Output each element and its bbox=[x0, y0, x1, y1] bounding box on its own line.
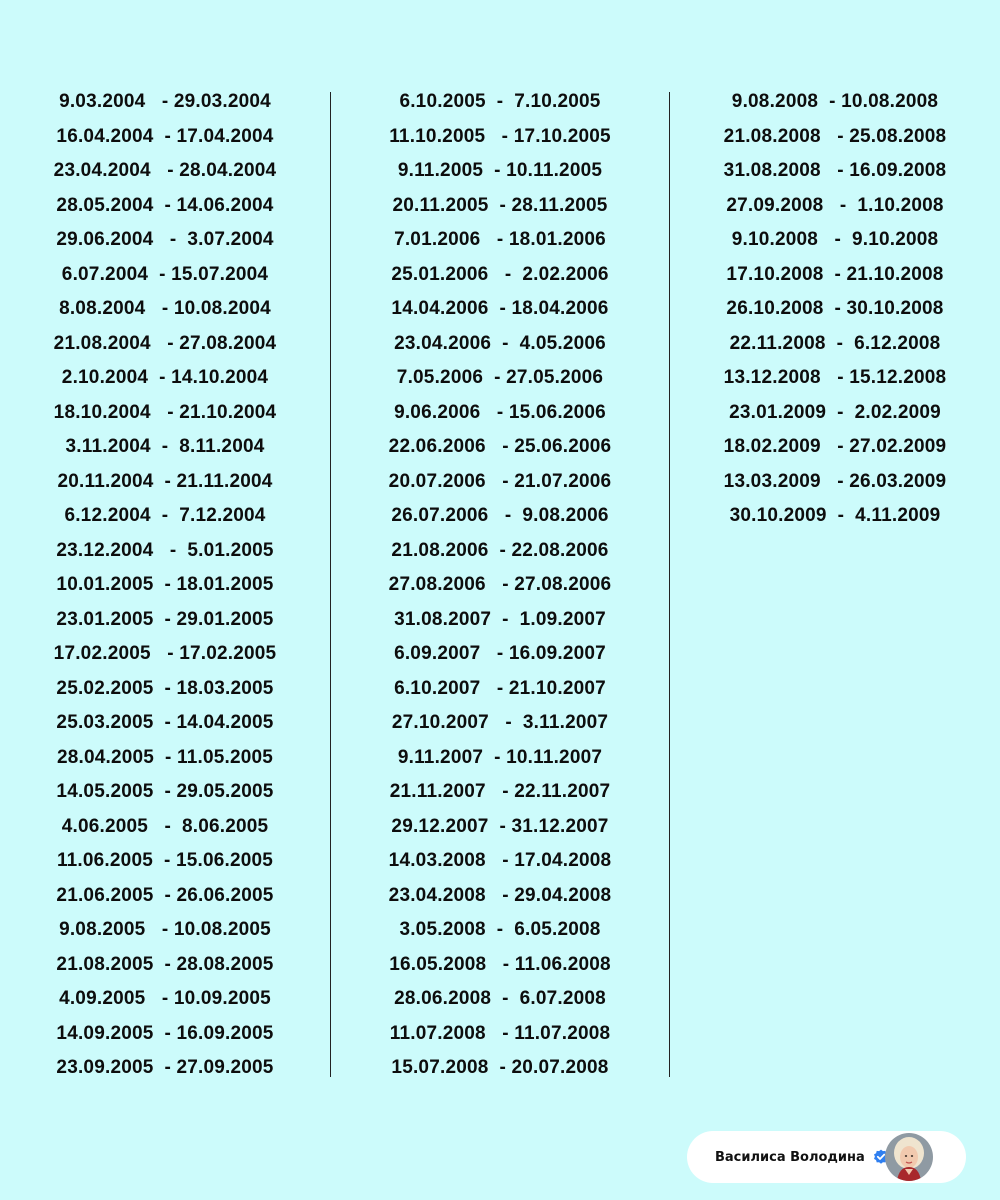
author-badge[interactable] bbox=[687, 1131, 966, 1183]
date-range-row: 22.06.2006 - 25.06.2006 bbox=[388, 436, 612, 457]
date-range-row: 8.08.2004 - 10.08.2004 bbox=[59, 298, 271, 319]
date-range-row: 23.12.2004 - 5.01.2005 bbox=[56, 539, 274, 561]
date-range-row: 4.06.2005 - 8.06.2005 bbox=[61, 815, 269, 837]
date-range-row: 18.10.2004 - 21.10.2004 bbox=[53, 401, 277, 423]
date-range-row: 7.05.2006 - 27.05.2006 bbox=[396, 367, 604, 388]
date-range-row: 28.05.2004 - 14.06.2004 bbox=[56, 194, 274, 216]
date-range-row: 18.02.2009 - 27.02.2009 bbox=[723, 436, 947, 457]
date-range-row: 15.07.2008 - 20.07.2008 bbox=[391, 1057, 609, 1078]
date-range-row: 6.07.2004 - 15.07.2004 bbox=[61, 263, 269, 285]
date-range-row: 29.12.2007 - 31.12.2007 bbox=[391, 815, 609, 837]
date-range-row: 21.11.2007 - 22.11.2007 bbox=[389, 781, 611, 802]
date-range-row: 14.03.2008 - 17.04.2008 bbox=[388, 850, 612, 871]
date-range-row: 27.10.2007 - 3.11.2007 bbox=[391, 712, 609, 733]
date-range-row: 20.07.2006 - 21.07.2006 bbox=[388, 470, 612, 492]
date-range-row: 28.06.2008 - 6.07.2008 bbox=[394, 988, 606, 1009]
date-range-row: 11.06.2005 - 15.06.2005 bbox=[56, 850, 274, 871]
date-range-row: 20.11.2005 - 28.11.2005 bbox=[392, 194, 608, 216]
date-range-row: 23.01.2009 - 2.02.2009 bbox=[729, 401, 941, 423]
date-range-row: 9.11.2005 - 10.11.2005 bbox=[397, 160, 603, 181]
date-range-row: 23.04.2008 - 29.04.2008 bbox=[388, 884, 612, 906]
date-range-row: 10.01.2005 - 18.01.2005 bbox=[56, 574, 274, 595]
date-range-row: 23.09.2005 - 27.09.2005 bbox=[56, 1057, 274, 1078]
date-range-row: 27.09.2008 - 1.10.2008 bbox=[726, 194, 944, 216]
date-range-row: 7.01.2006 - 18.01.2006 bbox=[394, 229, 606, 250]
date-range-row: 29.06.2004 - 3.07.2004 bbox=[56, 229, 274, 250]
date-range-row: 6.09.2007 - 16.09.2007 bbox=[394, 643, 606, 664]
date-range-row: 11.10.2005 - 17.10.2005 bbox=[389, 125, 611, 147]
date-range-row: 3.05.2008 - 6.05.2008 bbox=[399, 919, 601, 940]
date-range-row: 23.04.2006 - 4.05.2006 bbox=[394, 332, 606, 354]
date-range-row: 9.08.2005 - 10.08.2005 bbox=[59, 919, 271, 940]
date-range-row: 6.12.2004 - 7.12.2004 bbox=[64, 505, 266, 526]
date-range-row: 17.02.2005 - 17.02.2005 bbox=[53, 643, 277, 664]
date-range-row: 9.03.2004 - 29.03.2004 bbox=[59, 91, 271, 112]
date-range-row: 27.08.2006 - 27.08.2006 bbox=[388, 574, 612, 595]
date-range-row: 25.03.2005 - 14.04.2005 bbox=[56, 712, 274, 733]
date-range-row: 14.05.2005 - 29.05.2005 bbox=[56, 781, 274, 802]
date-range-row: 9.11.2007 - 10.11.2007 bbox=[397, 746, 603, 768]
date-range-row: 9.08.2008 - 10.08.2008 bbox=[731, 91, 939, 112]
author-name: Василиса Володина bbox=[715, 1149, 865, 1165]
date-range-row: 16.04.2004 - 17.04.2004 bbox=[56, 125, 274, 147]
date-range-row: 9.06.2006 - 15.06.2006 bbox=[394, 401, 606, 423]
date-range-row: 21.08.2005 - 28.08.2005 bbox=[56, 953, 274, 975]
date-range-row: 3.11.2004 - 8.11.2004 bbox=[65, 436, 265, 457]
date-range-row: 13.03.2009 - 26.03.2009 bbox=[723, 470, 947, 492]
date-column-1 bbox=[0, 85, 330, 1086]
date-range-row: 13.12.2008 - 15.12.2008 bbox=[723, 367, 947, 388]
avatar bbox=[885, 1133, 933, 1181]
date-column-3 bbox=[670, 85, 1000, 534]
date-range-row: 31.08.2007 - 1.09.2007 bbox=[394, 608, 606, 630]
date-range-row: 28.04.2005 - 11.05.2005 bbox=[56, 746, 274, 768]
date-range-row: 9.10.2008 - 9.10.2008 bbox=[731, 229, 939, 250]
date-range-row: 6.10.2005 - 7.10.2005 bbox=[399, 91, 601, 112]
date-range-row: 25.02.2005 - 18.03.2005 bbox=[56, 677, 274, 699]
date-range-row: 22.11.2008 - 6.12.2008 bbox=[729, 332, 941, 354]
date-range-row: 17.10.2008 - 21.10.2008 bbox=[726, 263, 944, 285]
date-range-row: 20.11.2004 - 21.11.2004 bbox=[57, 470, 273, 492]
date-range-row: 23.04.2004 - 28.04.2004 bbox=[53, 160, 277, 181]
date-range-row: 26.07.2006 - 9.08.2006 bbox=[391, 505, 609, 526]
date-range-row: 14.04.2006 - 18.04.2006 bbox=[391, 298, 609, 319]
date-range-row: 2.10.2004 - 14.10.2004 bbox=[61, 367, 269, 388]
date-column-2 bbox=[331, 85, 669, 1086]
date-range-row: 23.01.2005 - 29.01.2005 bbox=[56, 608, 274, 630]
date-range-row: 6.10.2007 - 21.10.2007 bbox=[394, 677, 606, 699]
date-range-row: 21.06.2005 - 26.06.2005 bbox=[56, 884, 274, 906]
date-range-row: 26.10.2008 - 30.10.2008 bbox=[726, 298, 944, 319]
date-range-row: 21.08.2004 - 27.08.2004 bbox=[53, 332, 277, 354]
date-range-row: 21.08.2008 - 25.08.2008 bbox=[723, 125, 947, 147]
date-range-row: 4.09.2005 - 10.09.2005 bbox=[59, 988, 271, 1009]
date-range-row: 14.09.2005 - 16.09.2005 bbox=[56, 1022, 274, 1044]
date-range-row: 11.07.2008 - 11.07.2008 bbox=[389, 1022, 611, 1044]
date-range-row: 31.08.2008 - 16.09.2008 bbox=[723, 160, 947, 181]
date-range-row: 16.05.2008 - 11.06.2008 bbox=[389, 953, 611, 975]
date-range-row: 21.08.2006 - 22.08.2006 bbox=[391, 539, 609, 561]
date-range-row: 30.10.2009 - 4.11.2009 bbox=[729, 505, 941, 526]
date-range-row: 25.01.2006 - 2.02.2006 bbox=[391, 263, 609, 285]
